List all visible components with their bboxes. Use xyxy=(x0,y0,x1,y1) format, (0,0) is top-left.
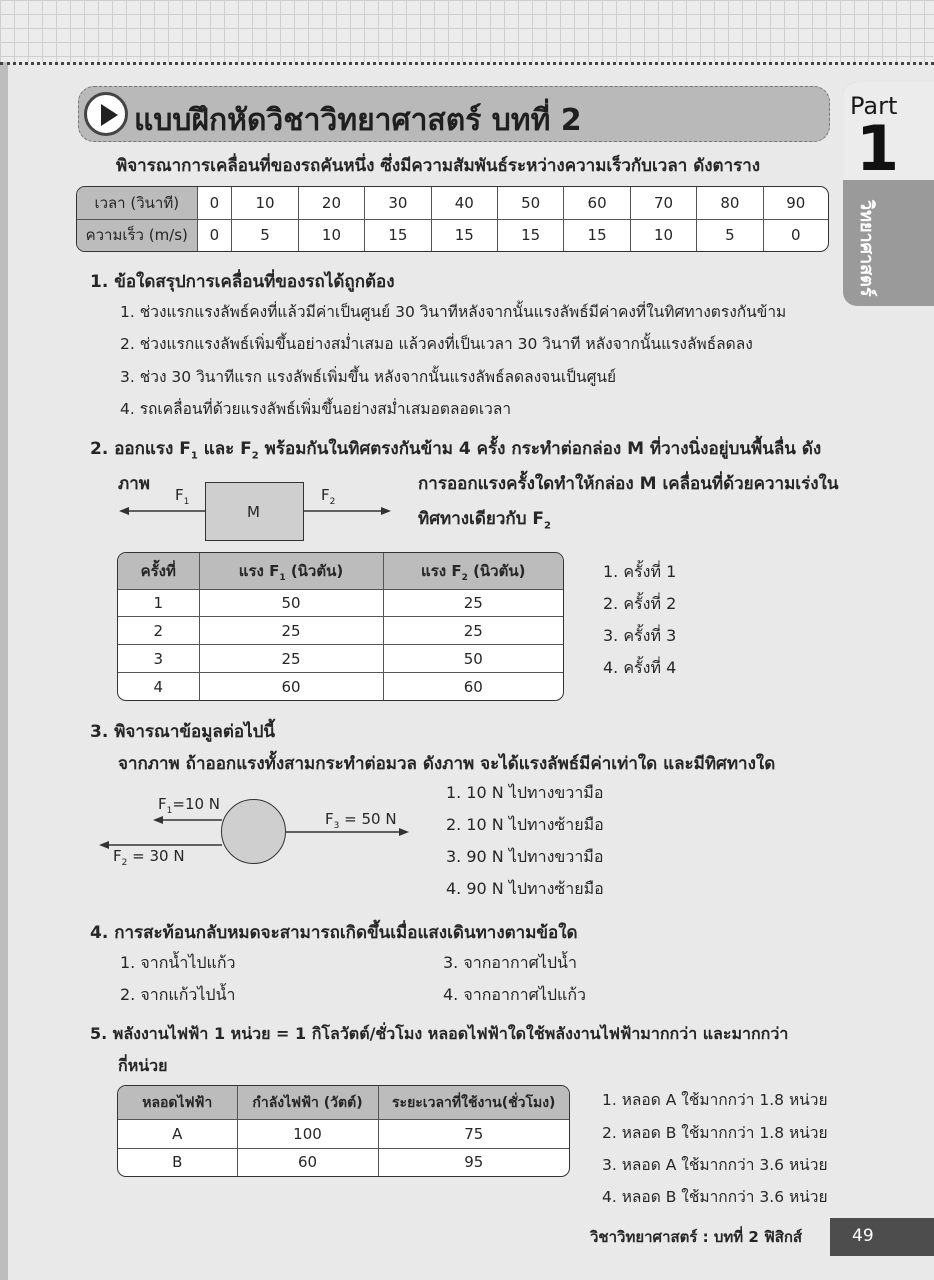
q3-choice-4[interactable]: 4. 90 N ไปทางซ้ายมือ xyxy=(446,879,604,898)
time-cell: 10 xyxy=(232,187,298,219)
q5-col-hours: ระยะเวลาที่ใช้งาน(ชั่วโมง) xyxy=(378,1086,569,1120)
mass-circle xyxy=(221,799,286,864)
time-label: เวลา (วินาที) xyxy=(77,187,197,219)
time-row xyxy=(77,187,828,219)
cell: 4 xyxy=(118,673,199,700)
q3-f1-label: $F_1=10$ N xyxy=(158,795,221,816)
speed-row xyxy=(77,219,828,251)
part-label: Part xyxy=(850,92,898,120)
cell: B xyxy=(118,1148,237,1176)
cell: A xyxy=(118,1120,237,1149)
q5-table-header xyxy=(118,1086,569,1120)
q5-question-cont: กี่หน่วย xyxy=(118,1056,168,1075)
q5-choice-3[interactable]: 3. หลอด A ใช้มากกว่า 3.6 หน่วย xyxy=(602,1156,828,1174)
q4-choice-2[interactable]: 2. จากแก้วไปน้ำ xyxy=(120,985,236,1004)
cell: 50 xyxy=(199,589,383,617)
page-number: 49 xyxy=(852,1226,874,1246)
page-number-band xyxy=(830,1218,934,1256)
q1-choice-1[interactable]: 1. ช่วงแรกแรงลัพธ์คงที่แล้วมีค่าเป็นศูนย์ 30 วินาทีหลังจากนั้นแรงลัพธ์มีค่าคงที่ในทิศทางตรงกันข้าม xyxy=(120,303,787,321)
cell: 25 xyxy=(383,589,563,617)
cell: 60 xyxy=(383,673,563,700)
speed-cell: 5 xyxy=(697,219,763,251)
speed-cell: 15 xyxy=(497,219,563,251)
q1-question: 1. ข้อใดสรุปการเคลื่อนที่ของรถได้ถูกต้อง xyxy=(90,272,395,292)
speed-cell: 0 xyxy=(197,219,232,251)
q2-choice-3[interactable]: 3. ครั้งที่ 3 xyxy=(603,626,677,645)
q3-f3-label: $F_3 = 50$ N xyxy=(325,810,397,831)
q2-col-f1: แรง $F_1$ (นิวตัน) xyxy=(199,553,383,589)
q2-choice-2[interactable]: 2. ครั้งที่ 2 xyxy=(603,594,677,613)
q4-choice-4[interactable]: 4. จากอากาศไปแก้ว xyxy=(443,985,587,1004)
q2-question: 2. ออกแรง $F_1$ และ $F_2$ พร้อมกันในทิศตรงกันข้าม 4 ครั้ง กระทำต่อกล่อง M ที่วางนิ่งอยู่บนพื้นลื่น ดัง xyxy=(90,439,822,462)
speed-cell: 15 xyxy=(564,219,630,251)
q3-choice-1[interactable]: 1. 10 N ไปทางขวามือ xyxy=(446,783,604,802)
q2-force-table xyxy=(117,552,564,701)
q5-choice-2[interactable]: 2. หลอด B ใช้มากกว่า 1.8 หน่วย xyxy=(602,1124,828,1142)
page-title: แบบฝึกหัดวิชาวิทยาศาสตร์ บทที่ 2 xyxy=(134,103,582,138)
q4-choice-1[interactable]: 1. จากน้ำไปแก้ว xyxy=(120,953,236,972)
q2-question-cont: ภาพ xyxy=(118,474,150,494)
q5-col-bulb: หลอดไฟฟ้า xyxy=(118,1086,237,1120)
cell: 25 xyxy=(383,617,563,645)
table-row xyxy=(118,589,563,617)
part-subject: วิทยาศาสตร์ xyxy=(856,200,877,297)
box-m-label: M xyxy=(247,503,260,521)
q2-choice-4[interactable]: 4. ครั้งที่ 4 xyxy=(603,658,677,677)
cell: 25 xyxy=(199,645,383,673)
time-cell: 30 xyxy=(365,187,431,219)
q3-description: จากภาพ ถ้าออกแรงทั้งสามกระทำต่อมวล ดังภาพ จะได้แรงลัพธ์มีค่าเท่าใด และมีทิศทางใด xyxy=(118,754,776,774)
cell: 75 xyxy=(378,1120,569,1149)
intro-text: พิจารณาการเคลื่อนที่ของรถคันหนึ่ง ซึ่งมีความสัมพันธ์ระหว่างความเร็วกับเวลา ดังตาราง xyxy=(116,156,761,176)
speed-cell: 0 xyxy=(763,219,828,251)
speed-cell: 15 xyxy=(365,219,431,251)
q5-choice-4[interactable]: 4. หลอด B ใช้มากกว่า 3.6 หน่วย xyxy=(602,1188,828,1206)
speed-cell: 15 xyxy=(431,219,497,251)
time-cell: 70 xyxy=(630,187,696,219)
speed-label: ความเร็ว (m/s) xyxy=(77,219,197,251)
time-cell: 90 xyxy=(763,187,828,219)
q5-choice-1[interactable]: 1. หลอด A ใช้มากกว่า 1.8 หน่วย xyxy=(602,1091,828,1109)
speed-cell: 10 xyxy=(630,219,696,251)
cell: 100 xyxy=(237,1120,378,1149)
table-row xyxy=(118,1148,569,1176)
cell: 60 xyxy=(237,1148,378,1176)
q1-choice-3[interactable]: 3. ช่วง 30 วินาทีแรก แรงลัพธ์เพิ่มขึ้น หลังจากนั้นแรงลัพธ์ลดลงจนเป็นศูนย์ xyxy=(120,368,617,386)
q2-f1-label: $F_1$ xyxy=(175,486,190,507)
q1-choice-2[interactable]: 2. ช่วงแรกแรงลัพธ์เพิ่มขึ้นอย่างสม่ำเสมอ แล้วคงที่เป็นเวลา 30 วินาที หลังจากนั้นแรงลัพธ์ลดลง xyxy=(120,335,753,353)
q3-choice-2[interactable]: 2. 10 N ไปทางซ้ายมือ xyxy=(446,815,604,834)
time-cell: 40 xyxy=(431,187,497,219)
part-number: 1 xyxy=(856,112,900,185)
grid-header-band xyxy=(0,0,934,62)
q4-question: 4. การสะท้อนกลับหมดจะสามารถเกิดขึ้นเมื่อแสงเดินทางตามข้อใด xyxy=(90,923,578,943)
q2-col-trial: ครั้งที่ xyxy=(118,553,199,589)
play-icon xyxy=(84,92,128,136)
cell: 60 xyxy=(199,673,383,700)
cell: 3 xyxy=(118,645,199,673)
q3-choice-3[interactable]: 3. 90 N ไปทางขวามือ xyxy=(446,847,604,866)
table-row xyxy=(118,645,563,673)
q2-col-f2: แรง $F_2$ (นิวตัน) xyxy=(383,553,563,589)
time-cell: 50 xyxy=(497,187,563,219)
speed-cell: 5 xyxy=(232,219,298,251)
cell: 50 xyxy=(383,645,563,673)
q4-choice-3[interactable]: 3. จากอากาศไปน้ำ xyxy=(443,953,577,972)
q2-side-text-1: การออกแรงครั้งใดทำให้กล่อง M เคลื่อนที่ด้วยความเร่งใน xyxy=(418,474,839,494)
cell: 2 xyxy=(118,617,199,645)
table-row xyxy=(118,617,563,645)
q3-f2-label: $F_2 = 30$ N xyxy=(113,847,185,868)
cell: 95 xyxy=(378,1148,569,1176)
q2-choice-1[interactable]: 1. ครั้งที่ 1 xyxy=(603,562,677,581)
cell: 1 xyxy=(118,589,199,617)
q5-col-power: กำลังไฟฟ้า (วัตต์) xyxy=(237,1086,378,1120)
dotted-divider xyxy=(0,62,934,65)
q5-question: 5. พลังงานไฟฟ้า 1 หน่วย = 1 กิโลวัตต์/ชั่วโมง หลอดไฟฟ้าใดใช้พลังงานไฟฟ้ามากกว่า และมากกว่า xyxy=(90,1024,789,1043)
table-row xyxy=(118,1120,569,1149)
motion-table xyxy=(76,186,829,252)
q1-choice-4[interactable]: 4. รถเคลื่อนที่ด้วยแรงลัพธ์เพิ่มขึ้นอย่างสม่ำเสมอตลอดเวลา xyxy=(120,400,512,418)
speed-cell: 10 xyxy=(298,219,364,251)
time-cell: 20 xyxy=(298,187,364,219)
time-cell: 0 xyxy=(197,187,232,219)
q2-side-text-2: ทิศทางเดียวกับ $F_2$ xyxy=(418,509,551,532)
q3-question: 3. พิจารณาข้อมูลต่อไปนี้ xyxy=(90,722,276,742)
footer-chapter: วิชาวิทยาศาสตร์ : บทที่ 2 ฟิสิกส์ xyxy=(590,1228,803,1246)
page-edge xyxy=(0,0,8,1280)
table-row xyxy=(118,673,563,700)
q2-table-header xyxy=(118,553,563,589)
q5-bulb-table xyxy=(117,1085,570,1177)
cell: 25 xyxy=(199,617,383,645)
time-cell: 60 xyxy=(564,187,630,219)
time-cell: 80 xyxy=(697,187,763,219)
q2-f2-label: $F_2$ xyxy=(321,486,336,507)
